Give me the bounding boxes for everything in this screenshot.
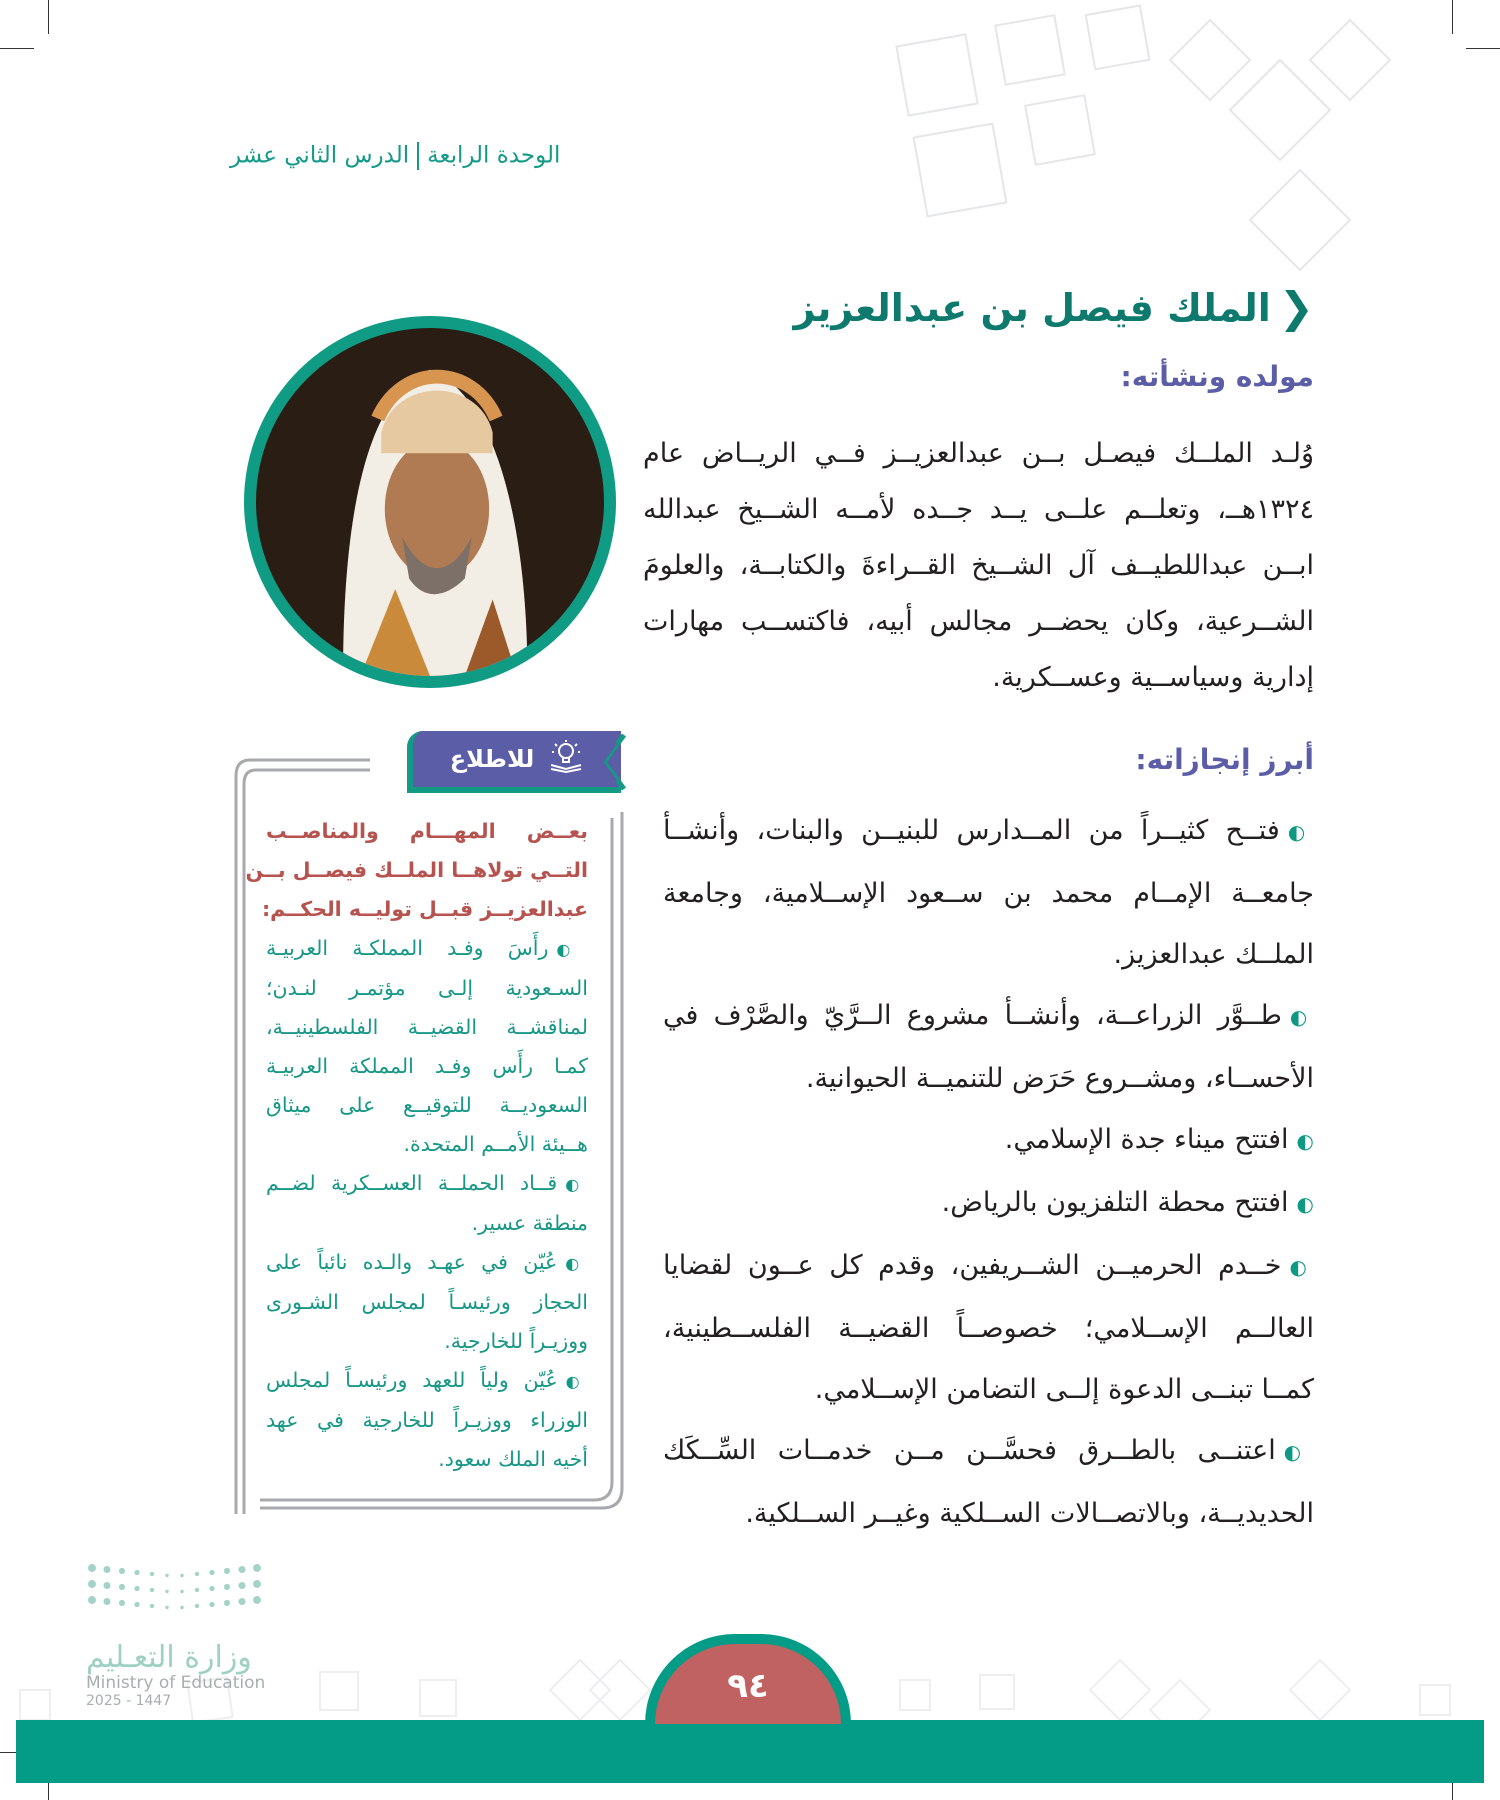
info-tab bbox=[407, 731, 621, 793]
lesson-label: الدرس الثاني عشر bbox=[230, 142, 410, 169]
info-item-line bbox=[266, 1401, 588, 1440]
half-circle-bullet-icon: ◐ bbox=[556, 940, 588, 959]
info-item-text: ووزيـراً للخارجية. bbox=[444, 1329, 588, 1353]
info-heading-line: عبدالعزيــز قبــل توليــه الحكــم: bbox=[261, 897, 588, 921]
ministry-logo bbox=[86, 1560, 276, 1709]
info-item-line bbox=[266, 1086, 588, 1125]
achievement-text: خــدم الحرميــن الشــريفين، وقدم كل عــون لقضايا bbox=[663, 1250, 1282, 1281]
info-item-text: رأَسَ وفـد المملكـة العربيـة bbox=[266, 936, 549, 960]
info-item-line bbox=[266, 969, 588, 1008]
logo-english: Ministry of Education bbox=[86, 1673, 266, 1693]
info-item-line bbox=[266, 1204, 588, 1243]
info-item-text: عُيّن في عهـد والـده نائباً على bbox=[266, 1250, 558, 1274]
lightbulb-book-icon bbox=[548, 739, 584, 779]
info-heading-line: بعــض المهـــام والمناصــب bbox=[266, 819, 588, 843]
achievement-text: طــوَّر الزراعــة، وأنشــأ مشروع الــرَّيّ والصَّرْف في bbox=[663, 1000, 1282, 1031]
birth-paragraph bbox=[643, 426, 1314, 706]
achievement-line bbox=[663, 1172, 1314, 1235]
half-circle-bullet-icon: ◐ bbox=[1289, 1255, 1314, 1279]
info-item-text: عُيّن ولياً للعهد ورئيسـاً لمجلس bbox=[266, 1368, 558, 1392]
achievement-text: افتتح محطة التلفزيون بالرياض. bbox=[941, 1187, 1289, 1218]
half-circle-bullet-icon: ◐ bbox=[1289, 1005, 1315, 1029]
achievement-text: الأحســاء، ومشــروع حَرَض للتنميــة الحيوانية. bbox=[805, 1063, 1314, 1094]
info-box-content bbox=[245, 812, 588, 1479]
achievement-line bbox=[663, 1235, 1314, 1298]
divider bbox=[417, 142, 419, 170]
achievement-text: الملــك عبدالعزيز. bbox=[1113, 939, 1314, 970]
breadcrumb bbox=[230, 142, 620, 170]
achievement-line bbox=[663, 1483, 1314, 1544]
achievement-line bbox=[663, 1359, 1314, 1420]
half-circle-bullet-icon: ◐ bbox=[565, 1372, 588, 1391]
page-title bbox=[793, 283, 1315, 332]
paragraph-line: ١٣٢٤هــ، وتعلــم علــى يــد جــده لأمــه الشــيخ عبدالله bbox=[643, 494, 1314, 525]
achievement-line bbox=[663, 1420, 1314, 1483]
info-item-text: السعوديــة للتوقيــع على ميثاق bbox=[266, 1093, 588, 1117]
info-item-text: الحجاز ورئيسـاً لمجلس الشـورى bbox=[266, 1290, 588, 1314]
achievement-text: جامعــة الإمــام محمد بن ســعود الإســلامية، وجامعة bbox=[663, 878, 1314, 909]
birth-heading: مولده ونشأته: bbox=[1120, 360, 1314, 393]
footer-bar bbox=[16, 1720, 1484, 1783]
info-item-line bbox=[266, 1125, 588, 1164]
crop-mark bbox=[48, 0, 49, 34]
logo-arabic: وزارة التعـليم bbox=[86, 1640, 252, 1675]
info-tab-label: للاطلاع bbox=[449, 745, 535, 773]
achievements-list bbox=[663, 800, 1314, 1544]
paragraph-line: ابــن عبداللطيــف آل الشــيخ القــراءةَ والكتابــة، والعلومَ bbox=[643, 550, 1314, 581]
half-circle-bullet-icon: ◐ bbox=[565, 1254, 588, 1273]
paragraph-line: وُلـد الملــك فيصـل بــن عبدالعزيــز فــي الريــاض عام bbox=[643, 438, 1314, 469]
info-item-line bbox=[266, 1047, 588, 1086]
info-heading-line: التــي تولاهــا الملــك فيصــل بــن bbox=[245, 858, 588, 882]
info-item-text: الوزراء ووزيـراً للخارجية في عهد bbox=[266, 1408, 588, 1432]
achievement-line bbox=[663, 985, 1314, 1048]
info-item-text: السـعودية إلـى مؤتمـر لنـدن؛ bbox=[266, 976, 588, 1000]
achievement-text: افتتح ميناء جدة الإسلامي. bbox=[1004, 1124, 1289, 1155]
info-item-text: منطقة عسير. bbox=[471, 1211, 588, 1235]
half-circle-bullet-icon: ◐ bbox=[1287, 820, 1315, 844]
page-title-text: الملك فيصل بن عبدالعزيز bbox=[793, 286, 1271, 330]
half-circle-bullet-icon: ◐ bbox=[1296, 1192, 1314, 1216]
achievement-text: فتــح كثيــراً من المــدارس للبنيــن والبنات، وأنشــأ bbox=[663, 815, 1280, 846]
decorative-pattern bbox=[880, 0, 1500, 280]
info-item-line bbox=[266, 1164, 588, 1204]
unit-label: الوحدة الرابعة bbox=[427, 142, 561, 169]
crop-mark bbox=[0, 48, 34, 49]
achievement-line bbox=[663, 800, 1314, 863]
paragraph-line: إدارية وسياســية وعســكرية. bbox=[992, 662, 1314, 693]
portrait-photo bbox=[244, 316, 616, 688]
info-item-line bbox=[266, 929, 588, 969]
logo-year: 2025 - 1447 bbox=[86, 1693, 172, 1709]
info-item-text: أخيه الملك سعود. bbox=[438, 1447, 588, 1471]
page-number: ٩٤ bbox=[655, 1644, 841, 1724]
info-item-text: لمناقشــة القضيــة الفلسطينيــة، bbox=[266, 1015, 588, 1039]
info-item-text: قــاد الحملــة العســكرية لضــم bbox=[266, 1171, 558, 1195]
info-item-line bbox=[266, 1322, 588, 1361]
logo-dots-icon bbox=[86, 1560, 266, 1630]
achievement-line bbox=[663, 1298, 1314, 1359]
chevron-left-icon: ❮ bbox=[1278, 283, 1314, 332]
achievements-heading: أبرز إنجازاته: bbox=[1135, 743, 1314, 776]
achievement-text: العالــم الإســلامي؛ خصوصــاً القضيــة الفلســطينية، bbox=[663, 1313, 1314, 1344]
half-circle-bullet-icon: ◐ bbox=[1296, 1129, 1314, 1153]
info-item-line bbox=[266, 1283, 588, 1322]
info-item-line bbox=[266, 1440, 588, 1479]
info-item-text: هــيئة الأمــم المتحدة. bbox=[403, 1132, 588, 1156]
achievement-text: الحديديــة، وبالاتصــالات الســلكية وغيــر الســلكية. bbox=[745, 1498, 1314, 1529]
info-item-text: كمـا رأَس وفـد المملكة العربيـة bbox=[266, 1054, 588, 1078]
achievement-line bbox=[663, 1048, 1314, 1109]
achievement-line bbox=[663, 1109, 1314, 1172]
achievement-line bbox=[663, 863, 1314, 924]
half-circle-bullet-icon: ◐ bbox=[565, 1175, 588, 1194]
paragraph-line: الشــرعية، وكان يحضــر مجالس أبيه، فاكتســب مهارات bbox=[643, 606, 1314, 637]
info-item-line bbox=[266, 1243, 588, 1283]
half-circle-bullet-icon: ◐ bbox=[1283, 1440, 1315, 1464]
achievement-text: كمــا تبنــى الدعوة إلــى التضامن الإســلامي. bbox=[814, 1374, 1314, 1405]
info-item-line bbox=[266, 1008, 588, 1047]
chevron-left-icon bbox=[596, 731, 626, 793]
info-item-line bbox=[266, 1361, 588, 1401]
achievement-text: اعتنــى بالطــرق فحسَّــن مــن خدمــات السِّــكَك bbox=[663, 1435, 1276, 1466]
achievement-line bbox=[663, 924, 1314, 985]
